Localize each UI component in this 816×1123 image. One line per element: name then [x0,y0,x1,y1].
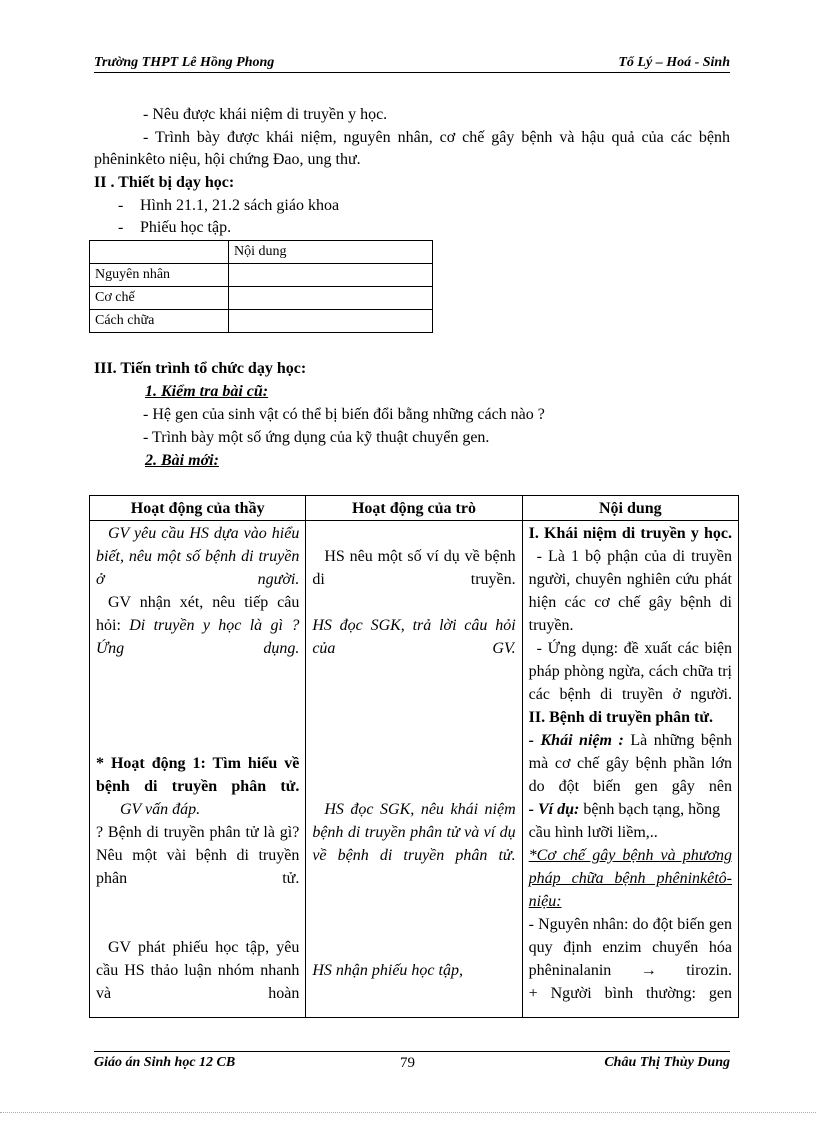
teacher-text-1: GV yêu cầu HS dựa vào hiểu biết, nêu một số bệnh di truyền ở người. [96,525,300,588]
page-edge [0,1112,816,1113]
content-heading-1: I. Khái niệm di truyền y học. [528,525,732,542]
section3-sub2: 2. Bài mới: [145,452,219,469]
header-student: Hoạt động của trò [306,496,522,521]
table-cell [229,287,433,310]
review-question-2: - Trình bày một số ứng dụng của kỹ thuật chuyển gen. [143,429,490,446]
table-header-row [90,496,739,521]
header-content: Nội dung [522,496,738,521]
table-cell [229,310,433,333]
footer-rule [94,1051,730,1052]
section2-title: II . Thiết bị dạy học: [94,174,235,191]
worksheet-table [89,240,433,333]
equipment-item-2: - Phiếu học tập. [118,219,232,236]
section3-title: III. Tiến trình tổ chức dạy học: [94,360,307,377]
page-number: 79 [400,1055,415,1071]
teacher-text-4: ? Bệnh di truyền phân tử là gì? Nêu một vài bệnh di truyền phân tử. [96,824,300,887]
table-cell: Nguyên nhân [90,264,229,287]
intro-line-1: - Nêu được khái niệm di truyền y học. [143,106,388,123]
table-row [90,310,433,333]
student-text-4: HS nhận phiếu học tập, [312,962,463,979]
table-row [90,521,739,1018]
teacher-column [90,521,306,1018]
table-header-cell: Nội dung [229,241,433,264]
review-question-1: - Hệ gen của sinh vật có thể bị biến đổi bằng những cách nào ? [143,406,545,423]
content-normal: + Người bình thường: gen [528,985,732,1002]
teacher-text-5: GV phát phiếu học tập, yêu cầu HS thảo luận nhóm nhanh và hoàn [96,939,300,1002]
student-column [306,521,522,1018]
table-row [90,287,433,310]
teacher-text-3: GV vấn đáp. [120,801,201,818]
footer-author: Châu Thị Thùy Dung [604,1055,730,1070]
equipment-item-1: - Hình 21.1, 21.2 sách giáo khoa [118,197,340,214]
footer-title: Giáo án Sinh học 12 CB [94,1055,236,1070]
header-rule [94,72,730,73]
department-name: Tổ Lý – Hoá - Sinh [618,55,730,70]
header-teacher: Hoạt động của thầy [90,496,306,521]
intro-line-2: - Trình bày được khái niệm, nguyên nhân, cơ chế gây bệnh và hậu quả của các bệnh phêninkêto niệu, hội chứng Đao, ung thư. [94,129,730,168]
student-text-1: HS nêu một số ví dụ về bệnh di truyền. [312,548,516,588]
content-cause: - Nguyên nhân: do đột biến gen quy định enzim chuyển hóa phêninalanin → tirozin. [528,916,732,979]
content-concept: - Khái niệm : Là những bệnh mà cơ chế gây bệnh phần lớn do đột biến gen gây nên [528,732,733,795]
activity-1-title: * Hoạt động 1: Tìm hiểu về bệnh di truyền phân tử. [96,755,300,795]
content-mechanism-title: *Cơ chế gây bệnh và phương pháp chữa bệnh phêninkêtô-niệu: [528,847,732,910]
section3-sub1: 1. Kiểm tra bài cũ: [145,383,269,400]
table-cell [90,241,229,264]
table-row [90,264,433,287]
content-column [522,521,738,1018]
student-text-2: HS đọc SGK, trả lời câu hỏi của GV. [312,617,516,657]
student-text-3: HS đọc SGK, nêu khái niệm bệnh di truyền phân tử và ví dụ về bệnh di truyền phân tử. [312,801,516,864]
content-text-1: - Là 1 bộ phận của di truyền người, chuyên nghiên cứu phát hiện các cơ chế gây bệnh di truyền. [528,548,732,634]
table-cell: Cơ chế [90,287,229,310]
content-heading-2: II. Bệnh di truyền phân tử. [528,709,713,726]
content-text-2: - Ứng dụng: đề xuất các biện pháp phòng ngừa, cách chữa trị các bệnh di truyền ở người. [528,640,732,703]
content-example: - Ví dụ: bệnh bạch tạng, hồng cầu hình lưỡi liềm,.. [528,801,721,841]
lesson-table [89,495,739,1018]
teacher-text-2: GV nhận xét, nêu tiếp câu hỏi: Di truyền y học là gì ? Ứng dụng. [96,594,300,657]
table-cell [229,264,433,287]
table-row [90,241,433,264]
table-cell: Cách chữa [90,310,229,333]
school-name: Trường THPT Lê Hồng Phong [94,55,275,70]
